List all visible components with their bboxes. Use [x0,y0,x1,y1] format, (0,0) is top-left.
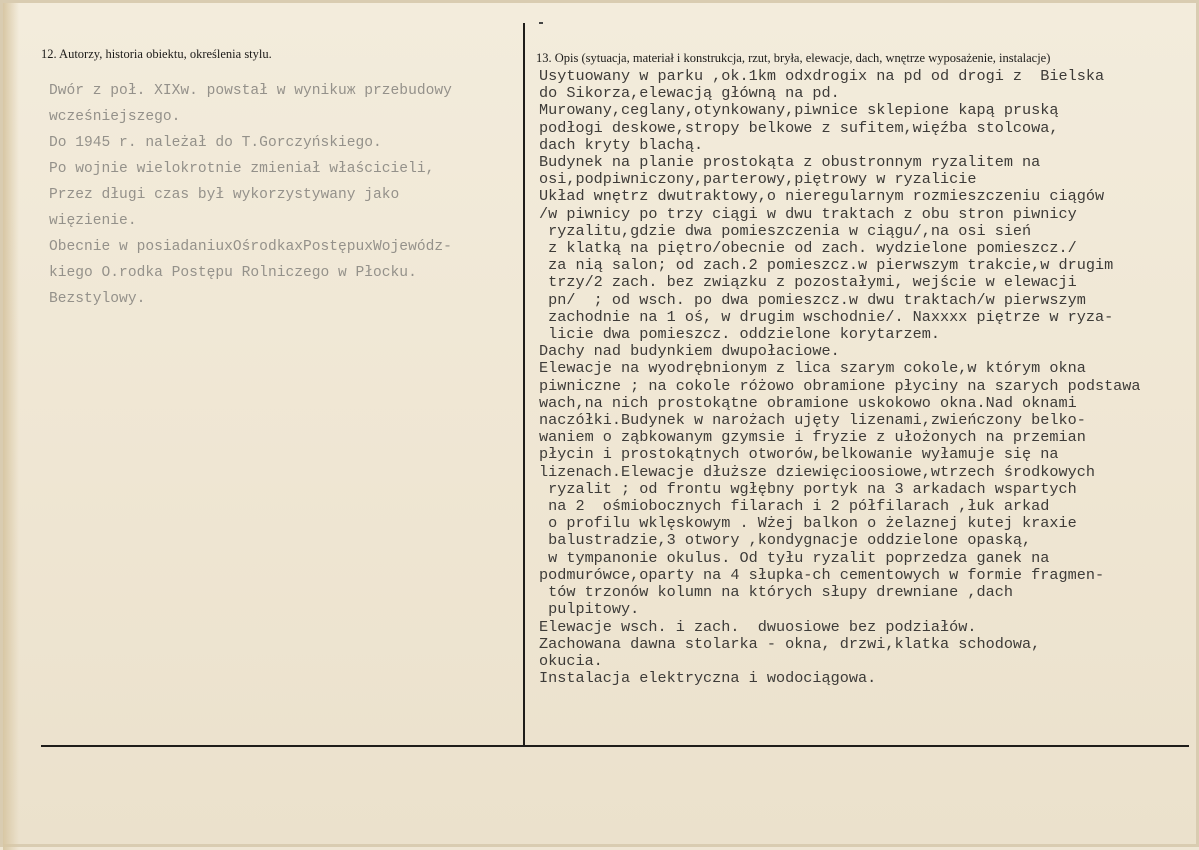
section-12-typed-text: Dwór z poł. XIXw. powstał w wynikuж przebudowy wcześniejszego. Do 1945 r. należał do T.Gorczyńskiego. Po wojnie wielokrotnie zmieniał właścicieli, Przez długi czas był wykorzystywany jako więzienie. Obecnie w posiadaniuxOśrodkaxPostępuxWojewódz- kiego O.rodka Postępu Rolniczego w Płocku. Bezstylowy. [49,83,452,307]
card-edge-shadow [3,3,19,850]
section-13-heading: 13. Opis (sytuacja, materiał i konstrukcja, rzut, bryła, elewacje, dach, wnętrze wyposażenie, instalacje) [536,51,1051,65]
section-12-heading: 12. Autorzy, historia obiektu, określenia stylu. [41,47,272,61]
column-divider [523,23,525,745]
bottom-rule [41,745,1189,747]
section-13-typed-text: Usytuowany w parku ,ok.1km odxdrogix na pd od drogi z Bielska do Sikorza,elewacją główną na pd. Murowany,ceglany,otynkowany,piwnice sklepione kapą pruską podłogi deskowe,stropy belkowe z sufitem,więźba stolcowa, dach kryty blachą. Budynek na planie prostokąta z obustronnym ryzalitem na osi,podpiwniczony,parterowy,piętrowy w ryzalicie Układ wnętrz dwutraktowy,o nieregularnym rozmieszczeniu ciągów /w piwnicy po trzy ciągi w dwu traktach z obu stron piwnicy ryzalitu,gdzie dwa pomieszczenia w ciągu/,na osi sień z klatką na piętro/obecnie od zach. wydzielone pomieszcz./ za nią salon; od zach.2 pomieszcz.w pierwszym trakcie,w drugim trzy/2 zach. bez związku z pozostałymi, wejście w elewacji pn/ ; od wsch. po dwa pomieszcz.w dwu traktach/w pierwszym zachodnie na 1 oś, w drugim wschodnie/. Naxxxx piętrze w ryza- licie dwa pomieszcz. oddzielone korytarzem. Dachy nad budynkiem dwupołaciowe. Elewacje na wyodrębnionym z lica szarym cokole,w którym okna piwniczne ; na cokole różowo obramione płyciny na szarych podstawa wach,na nich prostokątne obramione uskokowo okna.Nad oknami naczółki.Budynek w narożach ujęty lizenami,zwieńczony belko- waniem o ząbkowanym gzymsie i fryzie z ułożonych na przemian płycin i prostokątnych otworów,belkowanie wyłamuje się na lizenach.Elewacje dłuższe dziewięcioosiowe,wtrzech środkowych ryzalit ; od frontu wgłębny portyk na 3 arkadach wspartych na 2 ośmiobocznych filarach i 2 półfilarach ,łuk arkad o profilu wklęskowym . Wżej balkon o żelaznej kutej kraxie balustradzie,3 otwory ,kondygnacje oddzielone opaską, w tympanonie okulus. Od tyłu ryzalit poprzedza ganek na podmurówce,oparty na 4 słupka-ch cementowych w formie fragmen- tów trzonów kolumn na których słupy drewniane ,dach pulpitowy. Elewacje wsch. i zach. dwuosiowe bez podziałów. Zachowana dawna stolarka - okna, drzwi,klatka schodowa, okucia. Instalacja elektryczna i wodociągowa. [539,67,1141,688]
top-tick-mark [539,22,543,24]
